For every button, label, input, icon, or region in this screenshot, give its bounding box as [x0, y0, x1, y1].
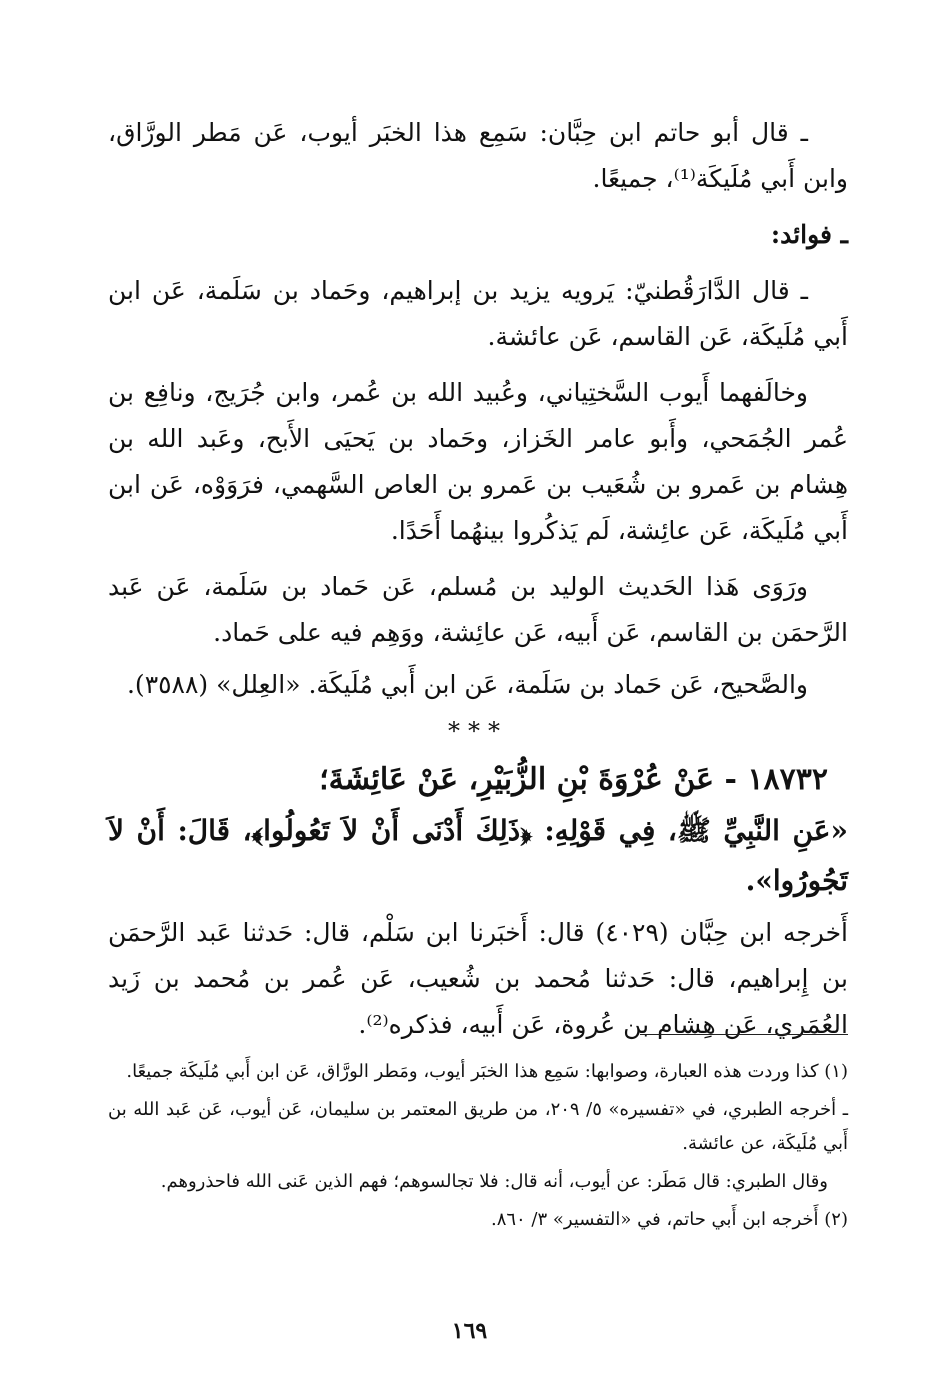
section-divider-stars: *** — [448, 717, 508, 745]
fawaid-heading: ـ فوائد: — [770, 220, 848, 249]
hadith-text: «عَنِ النَّبِيِّ ﷺ، فِي قَوْلِهِ: ﴿ذَلِكَ أَدْنَى أَنْ لاَ تَعُولُوا﴾، قَالَ: أَنْ لاَ تَجُورُوا». — [108, 814, 848, 897]
page-number: ١٦٩ — [451, 1318, 488, 1344]
hadith-number-title: ١٨٧٣٢ - عَنْ عُرْوَةَ بْنِ الزُّبَيْرِ، عَنْ عَائِشَةَ؛ — [319, 762, 828, 797]
paragraph-2: ـ قال الدَّارَقُطنيّ: يَرويه يزيد بن إبراهيم، وحَماد بن سَلَمة، عَن ابن أَبي مُلَيكَة، عَن القاسم، عَن عائشة. — [108, 276, 848, 351]
paragraph-6: أَخرجه ابن حِبَّان (٤٠٢٩) قال: أَخبَرنا ابن سَلْم، قال: حَدثنا عَبد الرَّحمَن بن إِبراهيم، قال: حَدثنا مُحمد بن شُعيب، عَن عُمر بن مُحمد بن زَيد العُمَري، عَن هِشام بن عُروة، عَن أَبيه، فذكره⁽²⁾. — [108, 918, 849, 1039]
footnote-2: (٢) أَخرجه ابن أَبي حاتم، في «التفسير» ٣/ ٨٦٠. — [490, 1209, 848, 1230]
footnote-1-quote: وقال الطبري: قال مَطَر: عن أيوب، أنه قال: فلا تجالسوهم؛ فهم الذين عَنى الله فاحذروهم. — [160, 1171, 828, 1192]
footnotes — [108, 1055, 848, 1241]
paragraph-3: وخالَفهما أَيوب السَّختِياني، وعُبيد الله بن عُمر، وابن جُرَيج، ونافِع بن عُمر الجُمَحي، وأَبو عامر الخَزاز، وحَماد بن يَحيَى الأَبح، وعَبد الله بن هِشام بن عَمرو بن شُعَيب بن عَمرو بن العاص السَّهمي، فرَوَوْه، عَن ابن أَبي مُلَيكَة، عَن عائِشة، لَم يَذكُروا بينهُما أَحَدًا. — [108, 378, 848, 545]
main-text — [108, 110, 848, 1058]
footnote-1: (١) كذا وردت هذه العبارة، وصوابها: سَمِع هذا الخبَر أيوب، ومَطر الورَّاق، عَن ابن أَبي مُلَيكَة جميعًا. — [126, 1061, 848, 1082]
paragraph-4: ورَوَى هَذا الحَديث الوليد بن مُسلم، عَن حَماد بن سَلَمة، عَن عَبد الرَّحمَن بن القاسم، عَن أَبيه، عَن عائِشة، ووَهِم فيه على حَماد. — [108, 572, 848, 647]
footnote-divider — [640, 1034, 848, 1035]
paragraph-1: ـ قال أبو حاتم ابن حِبَّان: سَمِع هذا الخبَر أيوب، عَن مَطر الورَّاق، وابن أَبي مُلَيكَة⁽¹⁾، جميعًا. — [108, 118, 848, 193]
paragraph-5: والصَّحيح، عَن حَماد بن سَلَمة، عَن ابن أَبي مُلَيكَة. «العِلل» (٣٥٨٨). — [126, 670, 808, 699]
footnote-1-continued: ـ أخرجه الطبري، في «تفسيره» ٥/ ٢٠٩، من طريق المعتمر بن سليمان، عَن أيوب، عَن عَبد الله بن أَبي مُلَيكَة، عن عائشة. — [108, 1099, 848, 1154]
